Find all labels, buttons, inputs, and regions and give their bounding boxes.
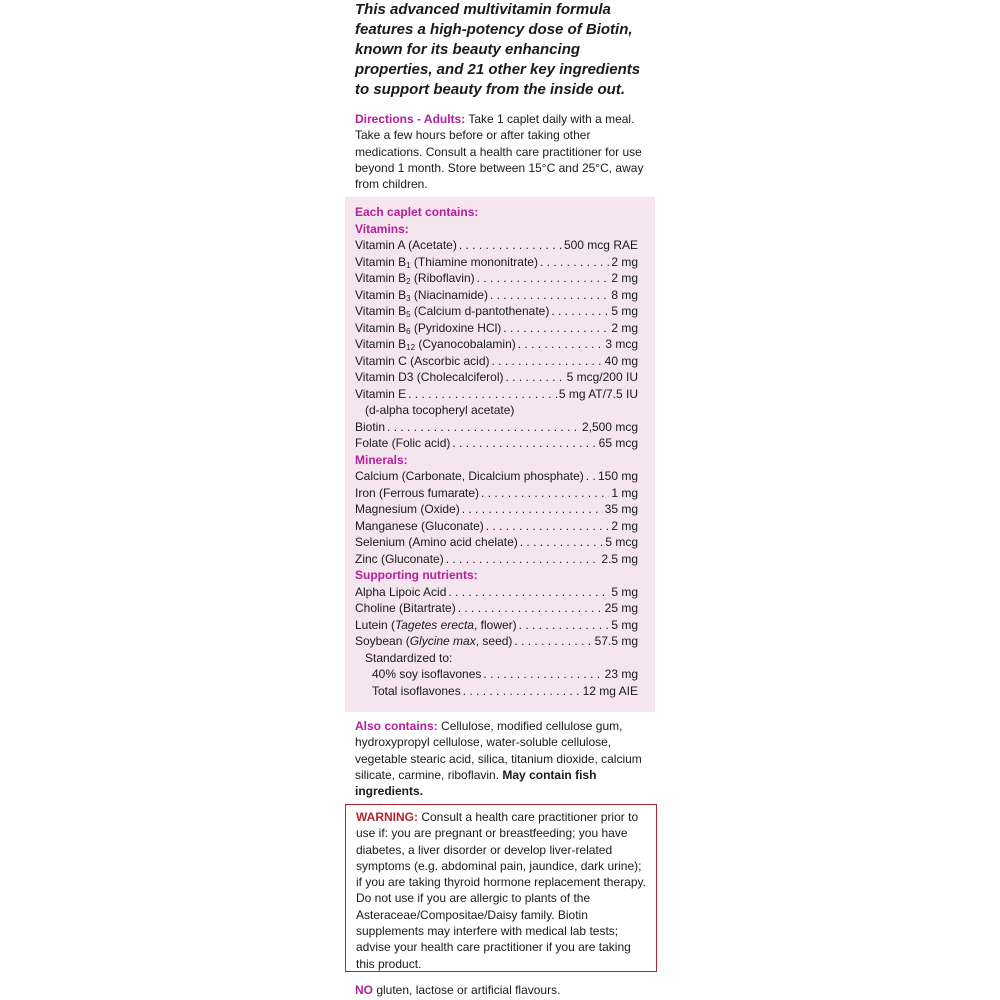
standardized-list [355, 666, 638, 699]
ingredient-subscript: 2 [406, 277, 411, 286]
ingredient-name-text: Soybean ( [355, 634, 410, 648]
leader-dots [518, 336, 604, 353]
standardized-label: Standardized to: [365, 650, 453, 665]
ingredient-row [355, 435, 638, 452]
ingredient-name [355, 254, 538, 271]
ingredient-row [355, 600, 638, 617]
ingredient-amount: 500 mcg RAE [563, 238, 638, 252]
ingredient-amount: 8 mg [611, 287, 638, 302]
ingredient-name-text: Vitamin B [355, 337, 407, 351]
ingredient-row [355, 468, 638, 485]
ingredient-amount: 5 mcg [605, 535, 638, 549]
ingredient-subscript: 12 [406, 343, 416, 352]
ingredient-row [355, 369, 638, 386]
ingredient-amount: 12 mg AIE [582, 683, 638, 698]
ingredient-name [355, 468, 584, 485]
intro-text: This advanced multivitamin formula features a high-potency dose of Biotin, known for its beauty enhancing properties, and 21 other key ingredients to support beauty from the inside out. [355, 1, 641, 98]
ingredient-name-text: Vitamin B [355, 320, 407, 335]
ingredient-amount: 5 mg AT/7.5 IU [558, 386, 638, 401]
ingredient-name [355, 353, 489, 370]
ingredient-name-text: Biotin [355, 419, 386, 434]
ingredient-name [355, 270, 475, 287]
leader-dots [551, 303, 609, 320]
ingredient-subscript: 1 [406, 260, 411, 270]
leader-dots [408, 386, 557, 403]
leader-dots [490, 287, 609, 304]
vitamins-header: Vitamins: [355, 221, 409, 236]
ingredient-name-text: Calcium (Carbonate, Dicalcium phosphate) [355, 469, 584, 483]
ingredient-row [355, 336, 638, 353]
also-text: Cellulose, modified cellulose gum, hydroxypropyl cellulose, water-soluble cellulose, vegetable stearic acid, silica, titanium dioxide, calcium silicate, carmine, riboflavin. [355, 719, 642, 782]
ingredient-name [355, 485, 479, 502]
ingredient-name [355, 584, 446, 601]
ingredient-name [355, 386, 406, 403]
ingredient-name-text: Alpha Lipoic Acid [355, 584, 447, 599]
ingredient-name [355, 534, 518, 551]
also-label: Also contains: [355, 719, 438, 733]
leader-dots [477, 270, 610, 287]
vitamin-e-note: (d-alpha tocopheryl acetate) [365, 403, 515, 417]
ingredient-name [355, 551, 444, 568]
ingredient-row [355, 303, 638, 320]
ingredient-row [355, 254, 638, 271]
ingredient-name-text: Selenium (Amino acid chelate) [355, 535, 518, 549]
ingredient-amount: 5 mg [611, 584, 638, 599]
ingredient-name-text: Choline (Bitartrate) [355, 601, 456, 615]
ingredient-name-suffix: , seed) [475, 634, 513, 648]
ingredient-row [355, 320, 638, 337]
ingredient-name [355, 435, 450, 452]
ingredient-name-text: Manganese (Gluconate) [355, 518, 484, 533]
ingredient-amount: 5 mg [611, 617, 638, 632]
ingredient-amount: 2.5 mg [601, 551, 638, 566]
free-from [355, 982, 645, 998]
ingredient-name-suffix: (Riboflavin) [410, 271, 475, 285]
ingredient-amount: 5 mcg/200 IU [566, 370, 638, 384]
ingredient-name-text: Vitamin B [355, 287, 407, 302]
ingredient-row [355, 584, 638, 601]
leader-dots [540, 254, 609, 271]
ingredient-name [355, 501, 460, 518]
ingredient-name [355, 369, 504, 386]
leader-dots [519, 617, 610, 634]
ingredient-row [355, 353, 638, 370]
ingredient-row [355, 287, 638, 304]
ingredient-row [355, 518, 638, 535]
supporting-list [355, 584, 638, 650]
ingredient-amount: 2 mg [611, 254, 638, 269]
ingredient-row [355, 551, 638, 568]
ingredient-row [355, 419, 638, 436]
ingredient-subscript: 3 [406, 293, 411, 303]
ingredient-name [355, 320, 501, 337]
ingredient-row [355, 386, 638, 403]
leader-dots [459, 237, 562, 254]
ingredient-name-text: Vitamin B [355, 271, 407, 285]
free-text: gluten, lactose or artificial flavours. [373, 983, 561, 997]
ingredient-row [355, 485, 638, 502]
ingredient-name-suffix: , flower) [473, 617, 517, 632]
ingredient-name [355, 617, 517, 634]
ingredients-list [355, 204, 638, 699]
ingredient-amount: 40 mg [604, 353, 638, 368]
leader-dots [446, 551, 600, 568]
leader-dots [462, 501, 603, 518]
leader-dots [506, 369, 565, 386]
ingredient-name-text: Zinc (Gluconate) [355, 551, 444, 566]
ingredient-amount: 5 mg [611, 304, 638, 318]
ingredient-row [355, 270, 638, 287]
ingredient-amount: 2 mg [611, 518, 638, 533]
ingredient-name-suffix: (Thiamine mononitrate) [410, 254, 538, 269]
ingredient-row [355, 617, 638, 634]
ingredient-amount: 1 mg [611, 485, 638, 500]
leader-dots [481, 485, 609, 502]
panel-title: Each caplet contains: [355, 205, 479, 219]
ingredient-subscript: 5 [406, 310, 411, 319]
vitamins-more-list [355, 419, 638, 452]
warning-label: WARNING: [356, 810, 418, 824]
ingredient-name-text: Vitamin C (Ascorbic acid) [355, 353, 490, 368]
ingredient-latin-name: Glycine max [409, 634, 476, 648]
ingredient-name-text: Total isoflavones [372, 683, 461, 698]
free-label: NO [355, 983, 373, 997]
leader-dots [463, 683, 581, 700]
ingredient-amount: 65 mcg [598, 436, 638, 450]
leader-dots [520, 534, 604, 551]
ingredient-name-text: 40% soy isoflavones [372, 667, 482, 681]
ingredient-row [355, 237, 638, 254]
ingredient-name-text: Lutein ( [355, 617, 396, 632]
warning-text: Consult a health care practitioner prior to use if: you are pregnant or breastfeeding; you have diabetes, a liver disorder or develop liver-related symptoms (e.g. abdominal pain, jaundice, dark urine); if you are taking thyroid hormone replacement therapy. Do not use if you are allergic to plants of the Asteraceae/Compositae/Daisy family. Biotin supplements may interfere with medical lab tests; advise your health care practitioner if you are taking this product. [356, 810, 646, 971]
ingredient-name-suffix: (Niacinamide) [410, 287, 488, 302]
ingredient-name-suffix: (Pyridoxine HCl) [410, 320, 502, 335]
directions [355, 111, 645, 192]
ingredient-latin-name: Tagetes erecta [395, 617, 474, 632]
ingredient-name [355, 287, 488, 304]
leader-dots [486, 518, 610, 535]
minerals-list [355, 468, 638, 567]
leader-dots [491, 353, 602, 370]
ingredient-amount: 2,500 mcg [581, 419, 638, 434]
ingredient-amount: 3 mcg [605, 337, 638, 351]
ingredient-amount: 25 mg [604, 601, 638, 615]
ingredient-name-suffix: (Cyanocobalamin) [415, 337, 516, 351]
ingredient-name [355, 336, 516, 353]
supporting-header: Supporting nutrients: [355, 568, 478, 582]
leader-dots [387, 419, 580, 436]
ingredient-name-text: Vitamin D3 (Cholecalciferol) [355, 370, 504, 384]
ingredient-name-text: Vitamin E [355, 386, 407, 401]
leader-dots [458, 600, 603, 617]
minerals-header: Minerals: [355, 452, 408, 467]
ingredient-row [372, 666, 638, 683]
ingredient-row [355, 501, 638, 518]
ingredient-amount: 150 mg [597, 469, 638, 483]
leader-dots [483, 666, 602, 683]
ingredient-name [372, 683, 461, 700]
also-bold: May contain fish ingredients. [355, 767, 597, 799]
leader-dots [503, 320, 609, 337]
ingredient-name-text: Folate (Folic acid) [355, 436, 451, 450]
warning-box [345, 804, 657, 972]
ingredient-row [355, 633, 638, 650]
directions-text: Take 1 caplet daily with a meal. Take a few hours before or after taking other medications. Consult a health care practitioner for use beyond 1 month. Store between 15°C and 25°C, away from children. [355, 112, 644, 192]
vitamins-list [355, 237, 638, 402]
ingredient-name [355, 419, 385, 436]
ingredients-panel [345, 197, 655, 712]
ingredient-name-text: Vitamin A (Acetate) [355, 238, 457, 252]
ingredient-name-text: Iron (Ferrous fumarate) [355, 485, 480, 500]
leader-dots [452, 435, 596, 452]
ingredient-name [355, 633, 512, 650]
ingredient-name [355, 518, 484, 535]
leader-dots [448, 584, 609, 601]
also-contains [355, 718, 645, 799]
ingredient-name-text: Vitamin B [355, 304, 407, 318]
ingredient-amount: 23 mg [604, 667, 638, 681]
ingredient-amount: 35 mg [604, 502, 638, 516]
ingredient-amount: 2 mg [611, 271, 638, 285]
ingredient-name [355, 237, 457, 254]
leader-dots [586, 468, 596, 485]
ingredient-amount: 2 mg [611, 320, 638, 335]
ingredient-name [355, 600, 456, 617]
ingredient-name-text: Vitamin B [355, 254, 407, 269]
ingredient-name-suffix: (Calcium d-pantothenate) [410, 304, 550, 318]
ingredient-name [372, 666, 481, 683]
leader-dots [514, 633, 592, 650]
ingredient-name [355, 303, 549, 320]
ingredient-row [372, 683, 638, 700]
ingredient-amount: 57.5 mg [594, 634, 638, 648]
directions-label: Directions - Adults: [355, 112, 466, 126]
ingredient-row [355, 534, 638, 551]
ingredient-name-text: Magnesium (Oxide) [355, 502, 460, 516]
ingredient-subscript: 6 [406, 326, 411, 336]
